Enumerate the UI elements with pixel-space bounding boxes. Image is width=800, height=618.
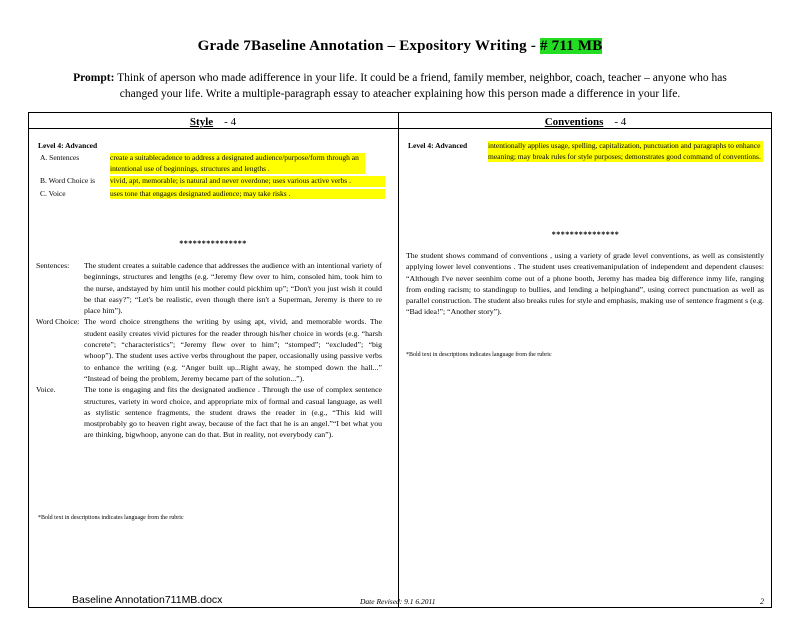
prompt-label: Prompt: — [73, 72, 115, 84]
criterion-label: A. Sentences — [40, 153, 80, 162]
style-column-header — [28, 116, 398, 128]
annotation-text: The word choice strengthens the writing by using apt, vivid, and memorable words. The student easily creates vivid pictures for the reader through his/her choice in words (e.g. “harsh concrete”; “characteristics”; “Jeremy flew over to him”; “stomped”; “excluded”; “big whoop”). The student uses active verbs throughout the paper, occasionally using passive verbs to enhance the writing (e.g. “Anger built up...Right away, he stomped down the hall...” “Instead of being the problem, Jeremy became part of the solution...”). — [84, 317, 382, 383]
conventions-footnote: *Bold text in descriptions indicates language from the rubric — [406, 352, 552, 358]
writing-prompt — [70, 70, 730, 102]
style-footnote: *Bold text in descriptions indicates language from the rubric — [38, 515, 184, 521]
criterion-text: create a suitablecadence to address a designated audience/purpose/form through an intentional use of beginnings, structures and lengths . — [110, 153, 365, 174]
style-criteria — [40, 153, 385, 199]
style-level: Level 4: Advanced — [38, 141, 98, 150]
annotation-label: Word Choice: — [36, 317, 80, 327]
header-rule — [28, 128, 772, 129]
conventions-separator: *************** — [551, 230, 620, 239]
conventions-level: Level 4: Advanced — [408, 141, 468, 150]
style-annotations — [36, 260, 382, 441]
conventions-annotation: The student shows command of conventions , using a variety of grade level conventions, as well as consistently applying lower level conventions . The student uses creativemanipulation of independent and dependent clauses: “Although I've never seenhim come out of a phone booth, Jeremy has madea big difference inmy life, ranging from ending racism; to standingup to bullies, and lending a helpinghand”, using correct punctuation as well as parallel construction. The student also breaks rules for style and emphasis, making use of sentence fragment s (e.g. “Bad idea!”; “Another story”). — [406, 251, 764, 317]
criterion-b — [40, 176, 385, 187]
column-divider — [398, 112, 399, 608]
page-number: 2 — [760, 597, 764, 606]
sentences-annotation — [36, 260, 382, 316]
style-score: - 4 — [224, 116, 237, 128]
style-heading: Style — [189, 116, 214, 128]
page-title — [0, 38, 800, 55]
annotation-text: The tone is engaging and fits the designated audience . Through the use of complex sentence structures, variety in word choice, and appropriate mix of formal and casual language, as well as stylistic sentence fragments, the student draws the reader in (e.g., “This kid will mostprobably go to heaven right away, because of the fact that he is an angel.”“I bet what you are thinking, bigwhoop, anyone can do that. But in reality, not everybody can”). — [84, 385, 382, 440]
conventions-heading: Conventions — [544, 116, 604, 128]
conventions-column-header — [399, 116, 772, 128]
footer-filename: Baseline Annotation711MB.docx — [72, 594, 223, 606]
criterion-label: C. Voice — [40, 188, 66, 198]
criterion-c — [40, 189, 385, 200]
annotation-label: Voice. — [36, 385, 56, 395]
document-id-badge: # 711 MB — [539, 38, 603, 54]
annotation-label: Sentences: — [36, 261, 70, 270]
criterion-label: B. Word Choice is — [40, 176, 96, 185]
title-text: Grade 7Baseline Annotation – Expository Writing - — [197, 38, 540, 54]
footer-date: Date Revised: 9.1 6.2011 — [360, 597, 436, 606]
conventions-score: - 4 — [614, 116, 627, 128]
conventions-level-row — [408, 141, 763, 162]
conventions-criteria-text: intentionally applies usage, spelling, capitalization, punctuation and paragraphs to enhance meaning; may break rules for style purposes; demonstrates good command of conventions. — [488, 141, 763, 162]
voice-annotation — [36, 384, 382, 440]
style-separator: *************** — [179, 239, 247, 248]
conventions-criteria — [408, 141, 763, 162]
criterion-text: vivid, apt, memorable; is natural and never overdone; uses various active verbs . — [110, 176, 385, 187]
criterion-a — [40, 153, 385, 174]
prompt-text: Think of aperson who made adifference in your life. It could be a friend, family member, neighbor, coach, teacher – anyone who has changed your life. Write a multiple-paragraph essay to ateacher explaining how this person made a difference in your life. — [117, 72, 727, 100]
word-choice-annotation — [36, 316, 382, 384]
annotation-text: The student creates a suitable cadence that addresses the audience with an intentional variety of beginnings, structures and lengths (e.g. “Jeremy flew over to him, consoled him, took him to the nurse, andstayed by him until his mother could pickhim up”; “Don't you just wish it could be that easy?”; “Let's be realistic, even though there isn't a Superman, Jeremy is there to re place him”). — [84, 261, 382, 316]
criterion-text: uses tone that engages designated audience; may take risks . — [110, 189, 385, 200]
